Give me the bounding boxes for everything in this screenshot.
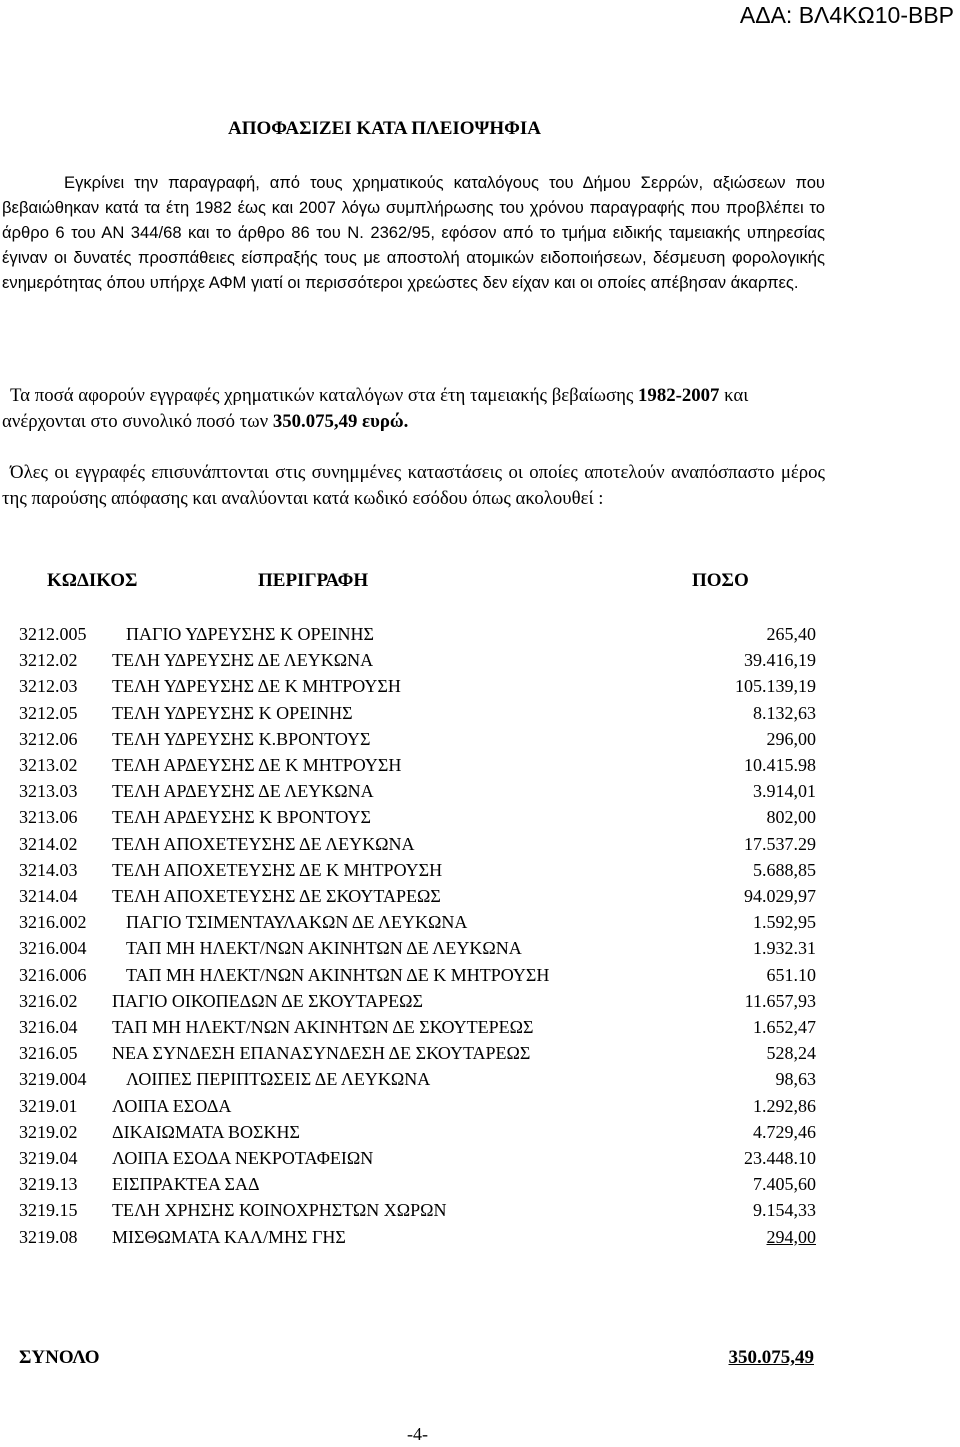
row-description: ΛΟΙΠΑ ΕΣΟΔΑ ΝΕΚΡΟΤΑΦΕΙΩΝ [112, 1148, 374, 1168]
row-code: 3213.02 [19, 755, 78, 775]
row-amount: 105.139,19 [735, 676, 816, 697]
row-amount: 8.132,63 [753, 702, 816, 723]
row-code: 3212.06 [19, 728, 78, 749]
table-row [0, 1227, 960, 1253]
row-amount: 98,63 [775, 1069, 816, 1090]
row-amount: 10.415.98 [744, 755, 816, 775]
row-amount: 651.10 [766, 964, 816, 985]
table-row [0, 860, 960, 886]
header-amount: ΠΟΣΟ [692, 570, 749, 591]
row-code: 3219.004 [19, 1069, 87, 1090]
paragraph-approval: Εγκρίνει την παραγραφή, από τους χρηματικούς καταλόγους του Δήμου Σερρών, αξιώσεων που βεβαιώθηκαν κατά τα έτη 1982 έως και 2007 λόγω συμπλήρωσης του χρόνου παραγραφής που προβλέπει το άρθρο 6 του ΑΝ 344/68 και το άρθρο 86 του Ν. 2362/95, εφόσον από το τμήμα ειδικής ταμειακής υπηρεσίας έγιναν οι δυνατές προσπάθειες είσπραξής τους με αποστολή ατομικών ειδοποιήσεων, δέσμευση φορολογικής ενημερότητας όπου υπήρχε ΑΦΜ γιατί οι περισσότεροι χρεώστες δεν είχαν και οι οποίες απέβησαν άκαρπες. [2, 173, 825, 292]
paragraph-entries: Όλες οι εγγραφές επισυνάπτονται στις συνημμένες καταστάσεις οι οποίες αποτελούν αναπόσπαστο μέρος της παρούσης απόφασης και αναλύονται κατά κωδικό εσόδου όπως ακολουθεί : [2, 462, 825, 509]
row-code: 3212.02 [19, 650, 78, 671]
table-row [0, 938, 960, 964]
row-code: 3213.06 [19, 807, 78, 828]
row-description: ΤΕΛΗ ΑΠΟΧΕΤΕΥΣΗΣ ΔΕ ΛΕΥΚΩΝΑ [112, 833, 415, 854]
row-amount: 265,40 [766, 624, 816, 644]
row-description: ΤΕΛΗ ΑΠΟΧΕΤΕΥΣΗΣ ΔΕ Κ ΜΗΤΡΟΥΣΗ [112, 859, 443, 880]
decision-title: ΑΠΟΦΑΣΙΖΕΙ ΚΑΤΑ ΠΛΕΙΟΨΗΦΙΑ [228, 118, 542, 139]
paragraph-amounts-text: Τα ποσά αφορούν εγγραφές χρηματικών καταλόγων στα έτη ταμειακής βεβαίωσης [10, 385, 639, 406]
row-code: 3219.01 [19, 1095, 78, 1116]
row-description: ΕΙΣΠΡΑΚΤΕΑ ΣΑΔ [112, 1174, 260, 1195]
row-description: ΠΑΓΙΟ ΥΔΡΕΥΣΗΣ Κ ΟΡΕΙΝΗΣ [126, 624, 374, 644]
row-amount: 3.914,01 [753, 781, 816, 802]
row-description: ΤΕΛΗ ΥΔΡΕΥΣΗΣ ΔΕ ΛΕΥΚΩΝΑ [112, 650, 374, 671]
row-description: ΤΑΠ ΜΗ ΗΛΕΚΤ/ΝΩΝ ΑΚΙΝΗΤΩΝ ΔΕ Κ ΜΗΤΡΟΥΣΗ [126, 964, 550, 985]
row-description: ΤΑΠ ΜΗ ΗΛΕΚΤ/ΝΩΝ ΑΚΙΝΗΤΩΝ ΔΕ ΛΕΥΚΩΝΑ [126, 938, 522, 959]
row-code: 3219.08 [19, 1226, 78, 1247]
table-row [0, 729, 960, 755]
table-row [0, 703, 960, 729]
row-amount: 5.688,85 [753, 859, 816, 880]
row-code: 3216.002 [19, 912, 87, 933]
row-description: ΔΙΚΑΙΩΜΑΤΑ ΒΟΣΚΗΣ [112, 1121, 300, 1142]
table-row [0, 834, 960, 860]
header-code: ΚΩΔΙΚΟΣ [47, 570, 138, 591]
row-code: 3219.02 [19, 1121, 78, 1142]
row-amount: 1.292,86 [753, 1095, 816, 1116]
table-row [0, 755, 960, 781]
table-row [0, 991, 960, 1017]
row-description: ΤΑΠ ΜΗ ΗΛΕΚΤ/ΝΩΝ ΑΚΙΝΗΤΩΝ ΔΕ ΣΚΟΥΤΕΡΕΩΣ [112, 1017, 534, 1037]
row-description: ΤΕΛΗ ΑΠΟΧΕΤΕΥΣΗΣ ΔΕ ΣΚΟΥΤΑΡΕΩΣ [112, 886, 441, 906]
row-description: ΜΙΣΘΩΜΑΤΑ ΚΑΛ/ΜΗΣ ΓΗΣ [112, 1226, 346, 1247]
table-row [0, 1148, 960, 1174]
table-row [0, 1017, 960, 1043]
paragraph-amounts-total: 350.075,49 ευρώ. [272, 410, 409, 432]
total-label: ΣΥΝΟΛΟ [19, 1347, 100, 1368]
row-amount: 94.029,97 [744, 886, 816, 906]
row-code: 3216.04 [19, 1017, 78, 1037]
table-row [0, 886, 960, 912]
row-amount: 1.932.31 [753, 938, 816, 959]
row-code: 3214.03 [19, 859, 78, 880]
table-row [0, 1200, 960, 1226]
paragraph-amounts-text2: και ανέρχονται στο συνολικό ποσό των [2, 385, 749, 432]
row-description: ΠΑΓΙΟ ΟΙΚΟΠΕΔΩΝ ΔΕ ΣΚΟΥΤΑΡΕΩΣ [112, 990, 423, 1011]
table-row [0, 1096, 960, 1122]
row-code: 3216.006 [19, 964, 87, 985]
row-amount: 802,00 [766, 807, 816, 828]
row-description: ΤΕΛΗ ΧΡΗΣΗΣ ΚΟΙΝΟΧΡΗΣΤΩΝ ΧΩΡΩΝ [112, 1200, 447, 1221]
table-row [0, 912, 960, 938]
row-description: ΤΕΛΗ ΑΡΔΕΥΣΗΣ ΔΕ ΛΕΥΚΩΝΑ [112, 781, 374, 802]
table-row [0, 1043, 960, 1069]
row-code: 3216.05 [19, 1043, 78, 1064]
paragraph-amounts-years: 1982-2007 [638, 385, 720, 406]
table-row [0, 1069, 960, 1095]
row-description: ΝΕΑ ΣΥΝΔΕΣΗ ΕΠΑΝΑΣΥΝΔΕΣΗ ΔΕ ΣΚΟΥΤΑΡΕΩΣ [112, 1043, 531, 1064]
row-code: 3216.004 [19, 938, 87, 959]
row-description: ΤΕΛΗ ΥΔΡΕΥΣΗΣ Κ ΟΡΕΙΝΗΣ [112, 702, 353, 723]
row-code: 3214.02 [19, 833, 78, 854]
row-code: 3212.05 [19, 702, 78, 723]
row-code: 3213.03 [19, 781, 78, 802]
row-description: ΤΕΛΗ ΥΔΡΕΥΣΗΣ ΔΕ Κ ΜΗΤΡΟΥΣΗ [112, 676, 401, 697]
table-row [0, 676, 960, 702]
table-row [0, 1174, 960, 1200]
row-description: ΠΑΓΙΟ ΤΣΙΜΕΝΤΑΥΛΑΚΩΝ ΔΕ ΛΕΥΚΩΝΑ [126, 912, 468, 933]
row-amount: 17.537.29 [744, 833, 816, 854]
row-code: 3219.15 [19, 1200, 78, 1221]
table-row [0, 650, 960, 676]
row-amount: 39.416,19 [744, 650, 816, 671]
row-code: 3216.02 [19, 990, 78, 1011]
ada-code: ΑΔΑ: ΒΛ4ΚΩ10-ΒΒΡ [739, 2, 954, 28]
row-description: ΛΟΙΠΕΣ ΠΕΡΙΠΤΩΣΕΙΣ ΔΕ ΛΕΥΚΩΝΑ [126, 1069, 431, 1090]
total-value: 350.075,49 [728, 1347, 814, 1368]
table-row [0, 807, 960, 833]
row-description: ΤΕΛΗ ΑΡΔΕΥΣΗΣ ΔΕ Κ ΜΗΤΡΟΥΣΗ [112, 755, 402, 775]
row-amount: 4.729,46 [753, 1121, 816, 1142]
page-number: -4- [407, 1424, 428, 1444]
table-row [0, 781, 960, 807]
row-amount: 9.154,33 [753, 1200, 816, 1221]
row-amount: 11.657,93 [744, 990, 816, 1011]
row-code: 3212.005 [19, 624, 87, 644]
row-code: 3214.04 [19, 886, 78, 906]
row-description: ΤΕΛΗ ΑΡΔΕΥΣΗΣ Κ ΒΡΟΝΤΟΥΣ [112, 807, 371, 828]
row-amount: 296,00 [766, 728, 816, 749]
row-amount: 1.652,47 [753, 1017, 816, 1037]
table-row [0, 624, 960, 650]
row-code: 3219.13 [19, 1174, 78, 1195]
row-amount: 23.448.10 [744, 1148, 816, 1168]
row-amount: 294,00 [766, 1226, 816, 1247]
row-amount: 1.592,95 [753, 912, 816, 933]
row-description: ΤΕΛΗ ΥΔΡΕΥΣΗΣ Κ.ΒΡΟΝΤΟΥΣ [112, 728, 371, 749]
table-row [0, 1122, 960, 1148]
paragraph-amounts [2, 383, 825, 434]
row-code: 3219.04 [19, 1148, 78, 1168]
table-row [0, 965, 960, 991]
row-code: 3212.03 [19, 676, 78, 697]
row-amount: 7.405,60 [753, 1174, 816, 1195]
row-amount: 528,24 [766, 1043, 816, 1064]
row-description: ΛΟΙΠΑ ΕΣΟΔΑ [112, 1095, 232, 1116]
header-description: ΠΕΡΙΓΡΑΦΗ [258, 570, 369, 591]
